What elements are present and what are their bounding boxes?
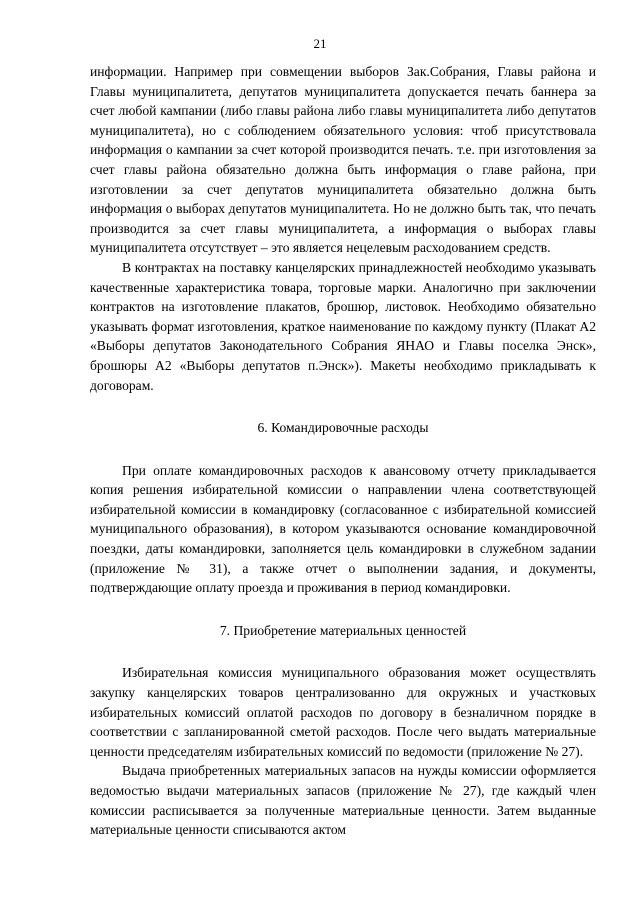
paragraph: Избирательная комиссия муниципального образования может осуществлять закупку канцелярских товаров централизованно для окружных и участковых избирательных комиссий оплатой расходов по договору в безналичном порядке в соответствии с запланированной сметой расходов. После чего выдать материальные ценности председателям избирательных комиссий по ведомости (приложение № 27). [90,665,596,759]
paragraph: информации. Например при совмещении выборов Зак.Собрания, Главы района и Главы муниципалитета, депутатов муниципалитета допускается печать баннера за счет любой кампании (либо главы района либо главы муниципалитета либо депутатов муниципалитета), но с соблюдением обязательного условия: чтоб присутствовала информация о кампании за счет которой производится печать. т.е. при изготовления за счет главы района обязательно должна быть информация о главе района, при изготовлении за счет депутатов муниципалитета обязательно должна быть информация о выборах депутатов муниципалитета. Но не должно быть так, что печать производится за счет главы муниципалитета, а информация о выборах главы муниципалитета отсутствует – это является нецелевым расходованием средств. [90,64,596,256]
paragraph: При оплате командировочных расходов к авансовому отчету прикладывается копия решения избирательной комиссии о направлении члена соответствующей избирательной комиссии в командировку (согласованное с избирательной комиссией муниципального образования), в котором указываются основание командировочной поездки, даты командировки, заполняется цель командировки в служебном задании (приложение № 31), а также отчет о выполнении задания, и документы, подтверждающие оплату проезда и проживания в период командировки. [90,462,596,596]
page-number: 21 [313,36,327,51]
paragraph: Выдача приобретенных материальных запасов на нужды комиссии оформляется ведомостью выдачи материальных запасов (приложение № 27), где каждый член комиссии расписывается за полученные материальные ценности. Затем выданные материальные ценности списываются актом [90,763,596,838]
paragraph: В контрактах на поставку канцелярских принадлежностей необходимо указывать качественные характеристика товара, торговые марки. Аналогично при заключении контрактов на изготовление плакатов, брошюр, листовок. Необходимо обязательно указывать формат изготовления, краткое наименование по каждому пункту (Плакат А2 «Выборы депутатов Законодательного Собрания ЯНАО и Главы поселка Энск», брошюры А2 «Выборы депутатов п.Энск»). Макеты необходимо прикладывать к договорам. [90,259,596,393]
document-body [90,62,596,840]
section-heading: 6. Командировочные расходы [257,420,429,436]
section-heading: 7. Приобретение материальных ценностей [219,622,467,638]
